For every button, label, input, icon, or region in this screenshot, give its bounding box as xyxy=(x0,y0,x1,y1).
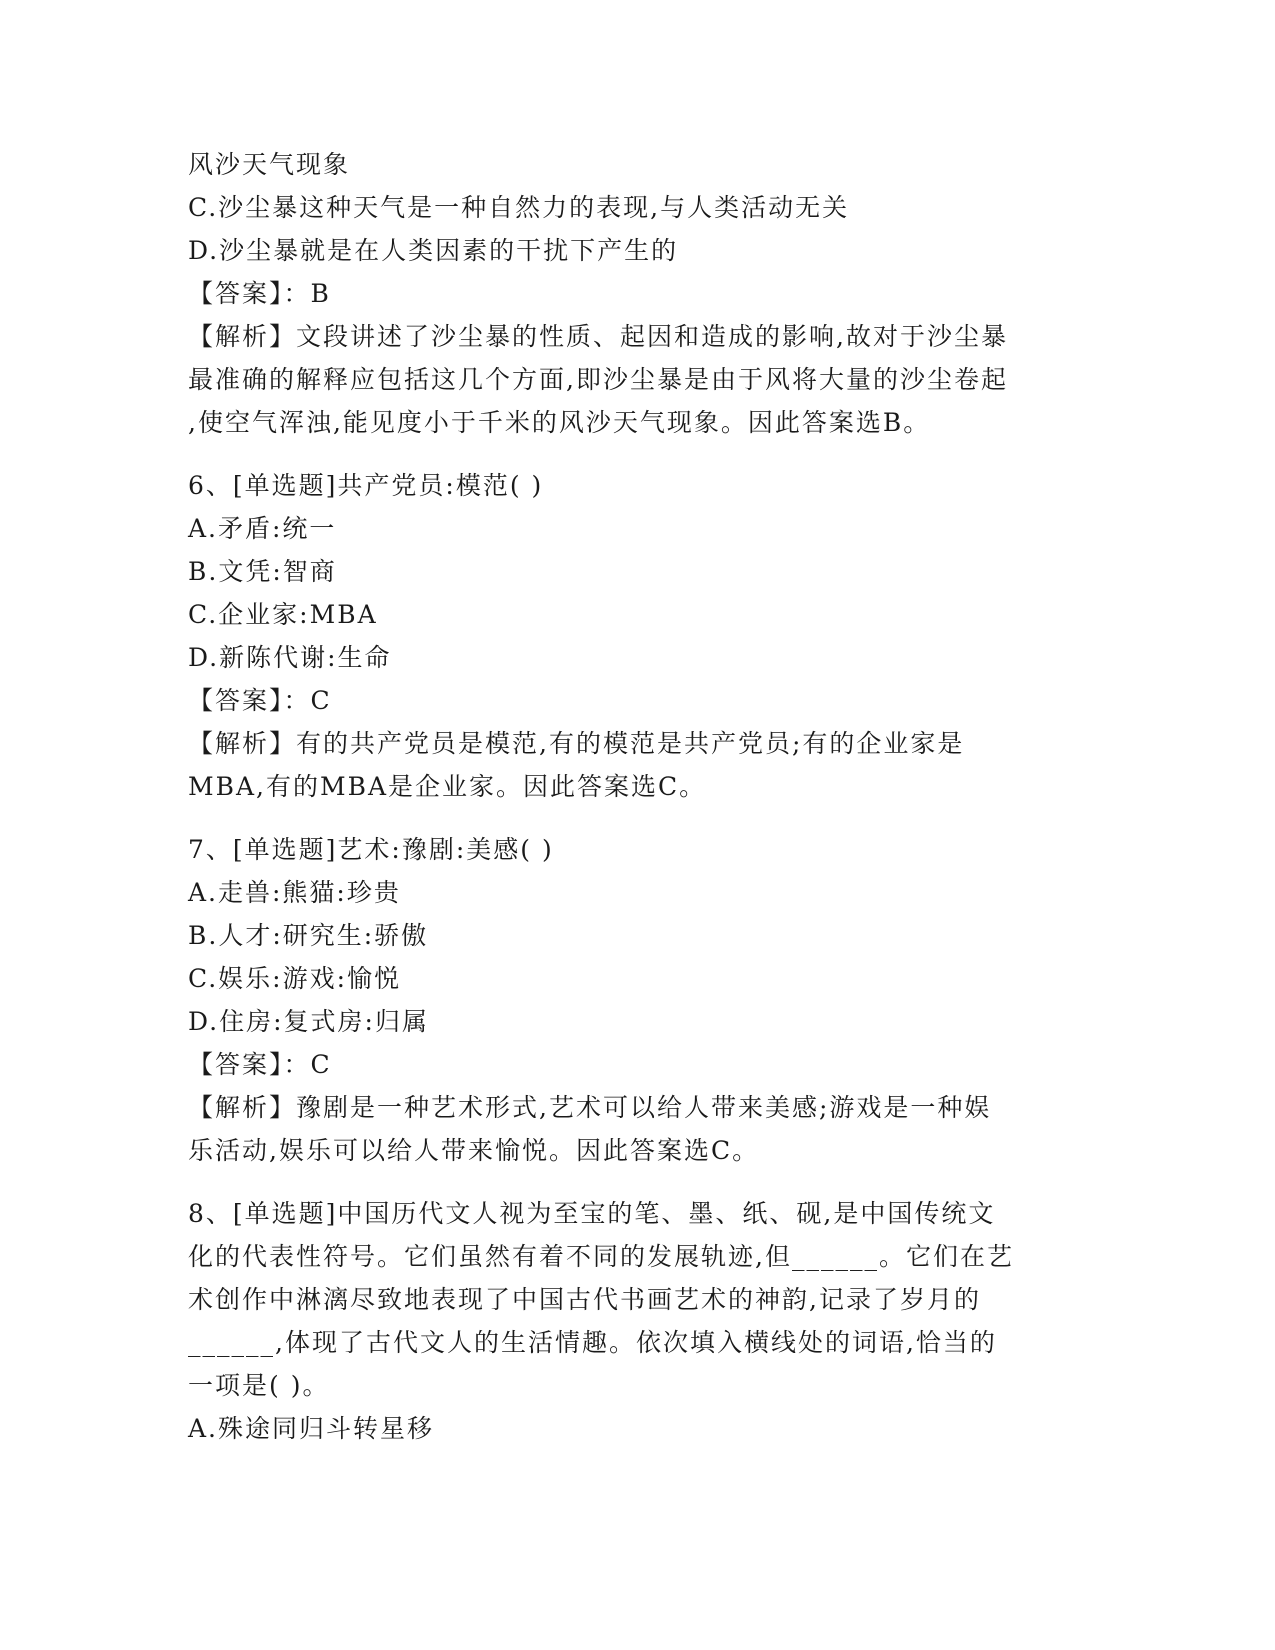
option-b: B.文凭:智商 xyxy=(188,557,337,586)
question-title: 7、[单选题]艺术:豫剧:美感( ) xyxy=(188,835,554,864)
analysis: ,使空气浑浊,能见度小于千米的风沙天气现象。因此答案选B。 xyxy=(188,408,931,437)
question-7 xyxy=(188,828,1088,1172)
question-title: 8、[单选题]中国历代文人视为至宝的笔、墨、纸、砚,是中国传统文 xyxy=(188,1199,996,1228)
document-page xyxy=(188,143,1088,1450)
analysis: 【解析】豫剧是一种艺术形式,艺术可以给人带来美感;游戏是一种娱 xyxy=(188,1093,992,1122)
option-b: B.人才:研究生:骄傲 xyxy=(188,921,429,950)
analysis: 【解析】有的共产党员是模范,有的模范是共产党员;有的企业家是 xyxy=(188,729,965,758)
question-title: 6、[单选题]共产党员:模范( ) xyxy=(188,471,544,500)
option-c: C.企业家:MBA xyxy=(188,600,378,629)
question-text: 术创作中淋漓尽致地表现了中国古代书画艺术的神韵,记录了岁月的 xyxy=(188,1285,981,1314)
option-a: A.矛盾:统一 xyxy=(188,514,337,543)
question-text: 一项是( )。 xyxy=(188,1371,330,1400)
analysis: 乐活动,娱乐可以给人带来愉悦。因此答案选C。 xyxy=(188,1136,760,1165)
option-c: C.娱乐:游戏:愉悦 xyxy=(188,964,402,993)
option-c: C.沙尘暴这种天气是一种自然力的表现,与人类活动无关 xyxy=(188,193,850,222)
question-text: 风沙天气现象 xyxy=(188,150,351,179)
analysis: 最准确的解释应包括这几个方面,即沙尘暴是由于风将大量的沙尘卷起 xyxy=(188,365,1008,394)
question-8 xyxy=(188,1192,1088,1450)
answer: 【答案】：B xyxy=(188,279,331,308)
question-text: 化的代表性符号。它们虽然有着不同的发展轨迹,但______。它们在艺 xyxy=(188,1242,1014,1271)
option-a: A.走兽:熊猫:珍贵 xyxy=(188,878,401,907)
answer: 【答案】：C xyxy=(188,686,332,715)
answer: 【答案】：C xyxy=(188,1050,332,1079)
analysis: 【解析】文段讲述了沙尘暴的性质、起因和造成的影响,故对于沙尘暴 xyxy=(188,322,1008,351)
option-a: A.殊途同归斗转星移 xyxy=(188,1414,435,1443)
option-d: D.沙尘暴就是在人类因素的干扰下产生的 xyxy=(188,236,679,265)
option-d: D.新陈代谢:生命 xyxy=(188,643,392,672)
analysis: MBA,有的MBA是企业家。因此答案选C。 xyxy=(188,772,707,801)
question-6 xyxy=(188,464,1088,808)
question-5-continuation xyxy=(188,143,1088,444)
option-d: D.住房:复式房:归属 xyxy=(188,1007,429,1036)
question-text: ______,体现了古代文人的生活情趣。依次填入横线处的词语,恰当的 xyxy=(188,1328,997,1357)
